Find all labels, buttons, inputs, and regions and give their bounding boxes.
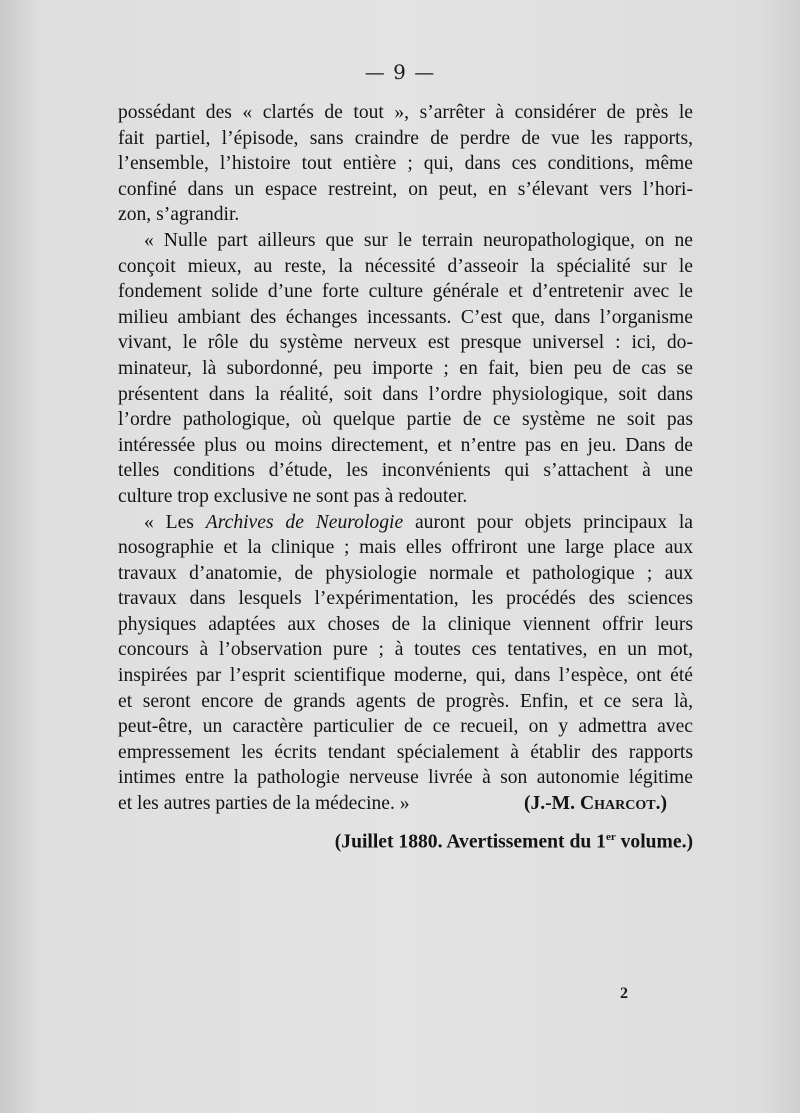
- signature-mark: 2: [620, 985, 628, 1002]
- citation-text: volume.): [615, 831, 693, 853]
- text-line: physiques adaptées aux choses de la clinique viennent offrir leurs: [118, 613, 693, 635]
- text-line: et seront encore de grands agents de progrès. Enfin, et ce sera là,: [118, 690, 693, 712]
- text-span: et les autres parties de la médecine. »: [118, 793, 410, 815]
- body-text: [118, 100, 693, 853]
- text-line: intimes entre la pathologie nerveuse livrée à son autonomie légitime: [118, 767, 693, 789]
- text-line: culture trop exclusive ne sont pas à redouter.: [118, 485, 468, 507]
- text-span: auront pour objets principaux la: [403, 511, 693, 533]
- text-line: présentent dans la réalité, soit dans l’ordre physiologique, soit dans: [118, 383, 693, 405]
- text-line: vivant, le rôle du système nerveux est presque universel : ici, do-: [118, 332, 693, 354]
- text-line: confiné dans un espace restreint, on peut, en s’élevant vers l’hori-: [118, 178, 693, 200]
- text-line: inspirées par l’esprit scientifique moderne, qui, dans l’espèce, ont été: [118, 665, 693, 687]
- text-line: possédant des « clartés de tout », s’arrêter à considérer de près le: [118, 102, 693, 123]
- author-signature: (J.-M. Charcot.): [523, 793, 667, 815]
- text-line: travaux d’anatomie, de physiologie normale et pathologique ; aux: [118, 562, 693, 584]
- text-line: nosographie et la clinique ; mais elles offriront une large place aux: [118, 537, 693, 559]
- text-line: fondement solide d’une forte culture générale et d’entretenir avec le: [118, 281, 693, 303]
- text-line: intéressée plus ou moins directement, et n’entre pas en jeu. Dans de: [118, 434, 693, 456]
- citation-text: (Juillet 1880. Avertissement du 1: [334, 831, 606, 853]
- paragraph-1: [118, 100, 693, 228]
- closing-line: [118, 791, 693, 817]
- text-line: l’ensemble, l’histoire tout entière ; qui, dans ces conditions, même: [118, 153, 693, 175]
- text-line: empressement les écrits tendant spécialement à établir des rapports: [118, 741, 693, 763]
- text-line: [118, 510, 693, 536]
- text-line: peut-être, un caractère particulier de ce recueil, on y admettra avec: [118, 716, 693, 738]
- text-line: milieu ambiant des échanges incessants. C’est que, dans l’organisme: [118, 306, 693, 328]
- text-line: l’ordre pathologique, où quelque partie de ce système ne soit pas: [118, 409, 693, 431]
- source-citation: [118, 825, 693, 851]
- text-line: concours à l’observation pure ; à toutes ces tentatives, en un mot,: [118, 639, 693, 661]
- paragraph-3: [118, 510, 693, 817]
- superscript: er: [605, 830, 616, 843]
- text-line: minateur, là subordonné, peu importe ; en fait, bien peu de cas se: [118, 357, 693, 379]
- text-line: travaux dans lesquels l’expérimentation, les procédés des sciences: [118, 588, 693, 610]
- text-line: conçoit mieux, au reste, la nécessité d’asseoir la spécialité sur le: [118, 255, 693, 277]
- text-line: zon, s’agrandir.: [118, 204, 240, 226]
- page-number: — 9 —: [364, 60, 436, 84]
- journal-title: Archives de Neurologie: [205, 511, 404, 533]
- text-span: « Les: [144, 511, 206, 533]
- text-line: fait partiel, l’épisode, sans craindre de perdre de vue les rapports,: [118, 127, 693, 149]
- text-line: « Nulle part ailleurs que sur le terrain neuropathologique, on ne: [144, 229, 693, 251]
- text-line: telles conditions d’étude, les inconvénients qui s’attachent à une: [118, 460, 693, 482]
- paragraph-2: [118, 228, 693, 510]
